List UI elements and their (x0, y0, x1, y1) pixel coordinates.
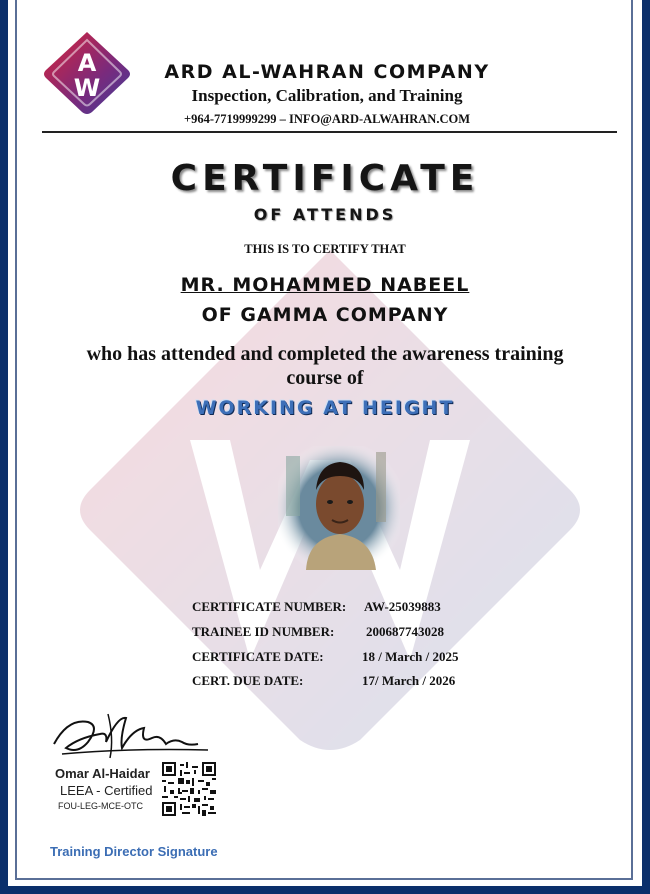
company-contact: +964-7719999299 – INFO@ARD-ALWAHRAN.COM (184, 112, 470, 126)
svg-text:A: A (77, 49, 97, 77)
header-divider (42, 131, 617, 133)
company-name: ARD AL-WAHRAN COMPANY (164, 61, 490, 83)
recipient-name: MR. MOHAMMED NABEEL (180, 274, 470, 296)
handwritten-signature (48, 708, 218, 768)
signer-code: FOU-LEG-MCE-OTC (58, 801, 143, 811)
due-date-value: 17/ March / 2026 (362, 673, 456, 688)
company-tagline: Inspection, Calibration, and Training (191, 86, 463, 105)
signature-label: Training Director Signature (50, 844, 218, 859)
certificate-number-label: CERTIFICATE NUMBER: (192, 599, 347, 614)
certificate-date-row (192, 649, 459, 665)
certificate-subtitle: OF ATTENDS (253, 205, 397, 224)
certificate-number-value: AW-25039883 (364, 599, 441, 614)
qr-code-icon (162, 762, 216, 816)
signer-certification: LEEA - Certified (60, 783, 153, 798)
due-date-row (192, 673, 456, 689)
inner-border-bottom (15, 878, 633, 880)
due-date-label: CERT. DUE DATE: (192, 673, 304, 688)
trainee-photo (278, 446, 400, 570)
certificate-date-label: CERTIFICATE DATE: (192, 649, 324, 664)
svg-text:W: W (73, 74, 101, 102)
inner-border-left (15, 0, 17, 880)
certify-line: THIS IS TO CERTIFY THAT (244, 242, 406, 256)
recipient-company: OF GAMMA COMPANY (201, 304, 449, 326)
trainee-id-value: 200687743028 (366, 624, 444, 639)
signer-name: Omar Al-Haidar (55, 766, 150, 781)
trainee-id-label: TRAINEE ID NUMBER: (192, 624, 335, 639)
course-statement: who has attended and completed the awareness training course of (86, 343, 564, 389)
certificate-number-row (192, 599, 441, 615)
trainee-id-row (192, 624, 444, 640)
course-name: WORKING AT HEIGHT (195, 397, 455, 419)
aw-logo-icon (42, 30, 132, 116)
certificate-title: CERTIFICATE (170, 158, 480, 199)
certificate-date-value: 18 / March / 2025 (362, 649, 459, 664)
inner-border-right (631, 0, 633, 880)
